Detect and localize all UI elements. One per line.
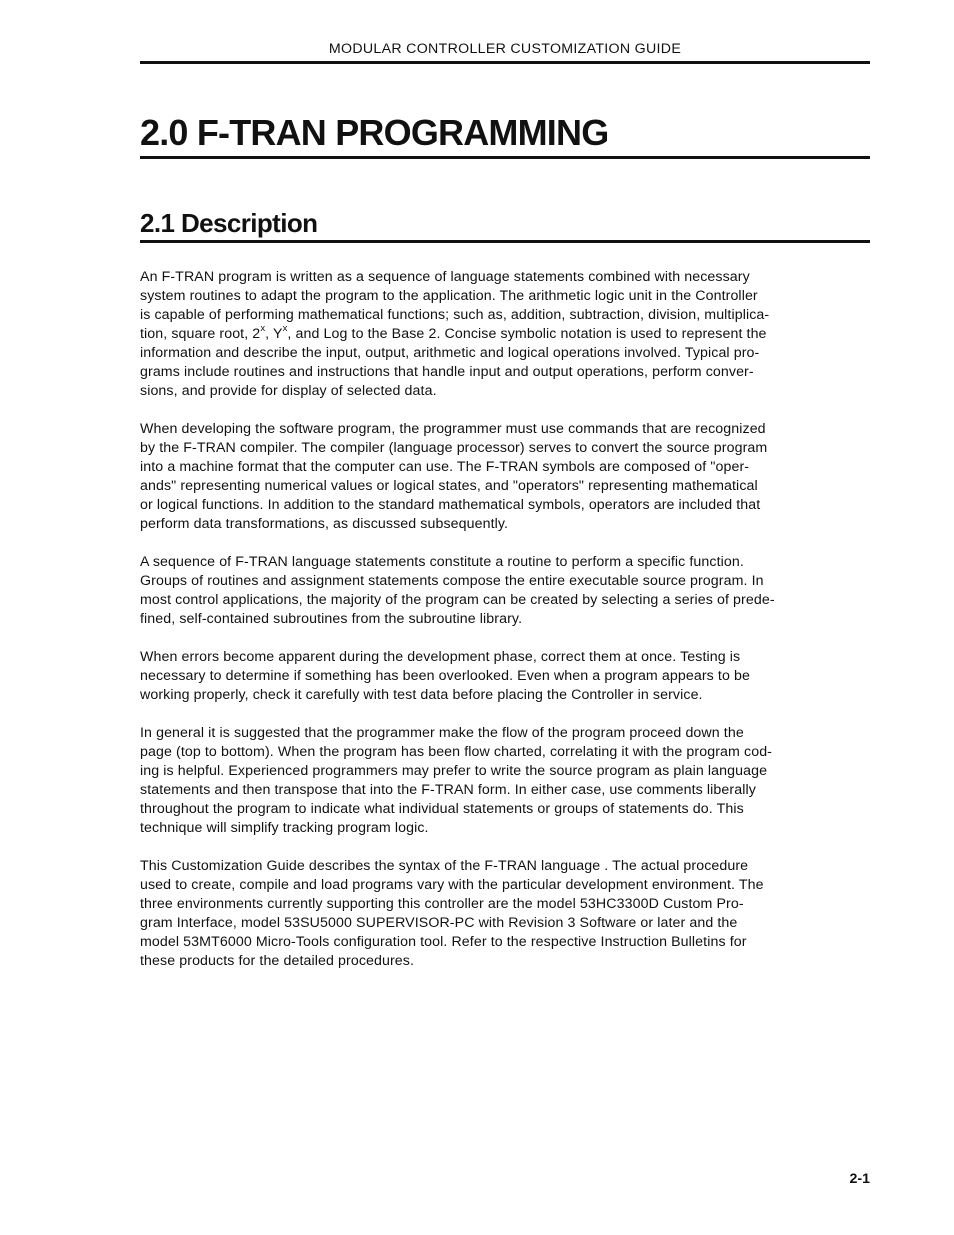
paragraph-errors: [140, 648, 870, 705]
paragraph-intro: [140, 268, 870, 401]
document-page: [140, 0, 870, 1235]
text-line-with-superscripts: [140, 325, 870, 344]
text-line: three environments currently supporting this controller are the model 53HC3300D Custom Pro-: [140, 896, 744, 912]
superscript-x: x: [282, 323, 288, 335]
text-line: statements and then transpose that into the F-TRAN form. In either case, use comments liberally: [140, 782, 756, 798]
text-line: gram Interface, model 53SU5000 SUPERVISOR-PC with Revision 3 Software or later and the: [140, 915, 738, 931]
text-line: An F-TRAN program is written as a sequence of language statements combined with necessary: [140, 269, 750, 285]
text-run: , and Log to the Base 2. Concise symbolic notation is used to represent the: [287, 326, 767, 342]
text-line: When errors become apparent during the development phase, correct them at once. Testing is: [140, 649, 741, 665]
text-line: by the F-TRAN compiler. The compiler (language processor) serves to convert the source program: [140, 440, 768, 456]
text-run: tion, square root, 2: [140, 326, 261, 342]
text-line: In general it is suggested that the programmer make the flow of the program proceed down the: [140, 725, 744, 741]
section-body: [140, 268, 870, 990]
text-line: This Customization Guide describes the syntax of the F-TRAN language . The actual procedure: [140, 858, 749, 874]
text-line: sions, and provide for display of selected data.: [140, 383, 437, 399]
section-title: 2.1 Description: [140, 208, 318, 238]
page-number: 2-1: [849, 1171, 870, 1187]
text-line: is capable of performing mathematical functions; such as, addition, subtraction, division, multiplica-: [140, 307, 770, 323]
text-line: ing is helpful. Experienced programmers may prefer to write the source program as plain language: [140, 763, 768, 779]
section-rule: [140, 240, 870, 243]
text-line: necessary to determine if something has been overlooked. Even when a program appears to be: [140, 668, 750, 684]
header-rule: [140, 61, 870, 64]
paragraph-compiler: [140, 420, 870, 534]
text-line: into a machine format that the computer can use. The F-TRAN symbols are composed of "oper-: [140, 459, 750, 475]
chapter-title: 2.0 F-TRAN PROGRAMMING: [140, 112, 609, 153]
text-line: throughout the program to indicate what individual statements or groups of statements do. This: [140, 801, 744, 817]
text-line: information and describe the input, output, arithmetic and logical operations involved. Typical pro-: [140, 345, 760, 361]
text-line: system routines to adapt the program to the application. The arithmetic logic unit in the Controller: [140, 288, 758, 304]
text-line: page (top to bottom). When the program has been flow charted, correlating it with the program cod-: [140, 744, 773, 760]
text-line: ands" representing numerical values or logical states, and "operators" representing mathematical: [140, 478, 758, 494]
text-line: Groups of routines and assignment statements compose the entire executable source program. In: [140, 573, 764, 589]
text-run: , Y: [265, 326, 283, 342]
paragraph-routines: [140, 553, 870, 629]
text-line: grams include routines and instructions that handle input and output operations, perform conver-: [140, 364, 754, 380]
text-line: most control applications, the majority of the program can be created by selecting a series of prede-: [140, 592, 775, 608]
paragraph-flow: [140, 724, 870, 838]
text-line: or logical functions. In addition to the standard mathematical symbols, operators are included that: [140, 497, 761, 513]
text-line: When developing the software program, the programmer must use commands that are recognized: [140, 421, 766, 437]
text-line: working properly, check it carefully with test data before placing the Controller in service.: [140, 687, 703, 703]
text-line: used to create, compile and load programs vary with the particular development environment. The: [140, 877, 764, 893]
text-line: these products for the detailed procedures.: [140, 953, 415, 969]
text-line: A sequence of F-TRAN language statements constitute a routine to perform a specific function.: [140, 554, 744, 570]
superscript-x: x: [260, 323, 266, 335]
running-header: MODULAR CONTROLLER CUSTOMIZATION GUIDE: [328, 41, 682, 57]
text-line: fined, self-contained subroutines from the subroutine library.: [140, 611, 523, 627]
text-line: model 53MT6000 Micro-Tools configuration tool. Refer to the respective Instruction Bulletins for: [140, 934, 747, 950]
paragraph-environments: [140, 857, 870, 971]
text-line: perform data transformations, as discussed subsequently.: [140, 516, 509, 532]
text-line: technique will simplify tracking program logic.: [140, 820, 429, 836]
chapter-rule: [140, 156, 870, 159]
